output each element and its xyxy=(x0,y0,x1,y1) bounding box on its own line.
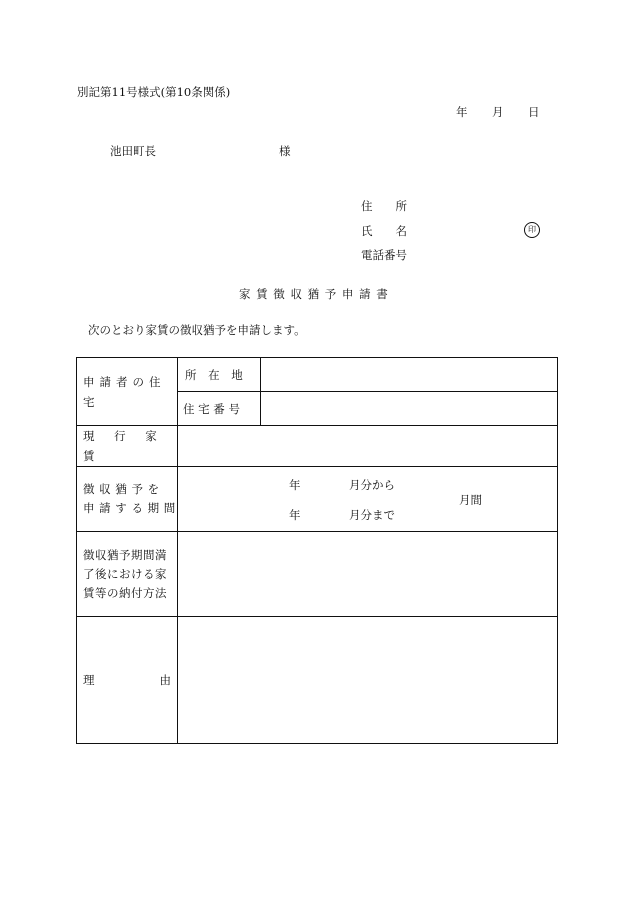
seal-icon: 印 xyxy=(524,222,540,238)
period-start-year: 年 xyxy=(289,478,301,492)
period-end-month: 月分まで xyxy=(349,508,395,522)
form-identifier: 別記第11号様式(第10条関係) xyxy=(77,85,231,99)
payment-method-label-line3: 賃等の納付方法 xyxy=(83,585,167,600)
unit-number-field[interactable] xyxy=(261,392,558,426)
period-end-year: 年 xyxy=(289,508,301,522)
reason-field[interactable] xyxy=(178,617,558,744)
applicant-address-label: 住 所 xyxy=(361,199,407,213)
applicant-housing-label: 申請者の住宅 xyxy=(77,358,178,426)
deferral-period-label-line1: 徴 収 猶 予 を xyxy=(83,482,160,496)
payment-method-label xyxy=(77,532,178,617)
deferral-period-field[interactable] xyxy=(178,467,558,532)
addressee-name: 池田町長 xyxy=(110,144,156,158)
location-label-text: 所 在 地 xyxy=(185,367,243,382)
period-start-month: 月分から xyxy=(349,478,395,492)
location-label xyxy=(178,358,261,392)
addressee-honorific: 様 xyxy=(279,144,291,158)
document-title: 家 賃 徴 収 猶 予 申 請 書 xyxy=(239,287,389,301)
location-field[interactable] xyxy=(261,358,558,392)
applicant-phone-label: 電話番号 xyxy=(361,248,407,262)
deferral-period-label-line2: 申 請 す る 期 間 xyxy=(83,501,176,515)
intro-text: 次のとおり家賃の徴収猶予を申請します。 xyxy=(88,323,306,337)
reason-label xyxy=(77,617,178,744)
current-rent-field[interactable] xyxy=(178,426,558,467)
reason-label-right: 由 xyxy=(159,673,171,687)
payment-method-field[interactable] xyxy=(178,532,558,617)
date-day: 日 xyxy=(528,105,540,119)
unit-number-label: 住 宅 番 号 xyxy=(178,392,261,426)
current-rent-label-text: 現 行 家 賃 xyxy=(83,429,162,463)
reason-label-left: 理 xyxy=(83,673,95,687)
payment-method-label-line1: 徴収猶予期間満 xyxy=(83,547,167,562)
deferral-period-label xyxy=(77,467,178,532)
current-rent-label xyxy=(77,426,178,467)
date-year: 年 xyxy=(456,105,468,119)
application-table xyxy=(76,357,558,744)
applicant-name-label: 氏 名 xyxy=(361,224,407,238)
period-months: 月間 xyxy=(459,493,482,507)
payment-method-label-line2: 了後における家 xyxy=(83,566,167,581)
date-month: 月 xyxy=(492,105,504,119)
